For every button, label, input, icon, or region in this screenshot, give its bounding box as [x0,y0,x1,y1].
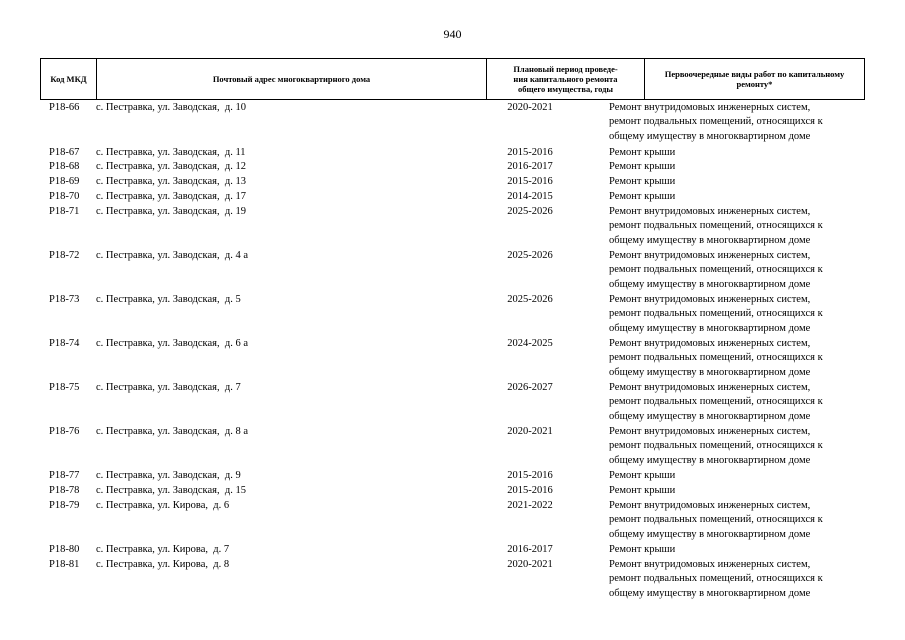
row-works: Ремонт внутридомовых инженерных систем, ремонт подвальных помещений, относящихся к общему имуществу в многоквартирном доме [609,338,823,378]
row-works: Ремонт крыши [609,544,676,555]
row-works: Ремонт крыши [609,470,676,481]
row-code: Р18-79 [49,500,80,511]
row-period: 2014-2015 [507,191,553,202]
row-code: Р18-81 [49,559,80,570]
row-address: с. Пестравка, ул. Заводская, д. 15 [96,485,246,496]
row-period: 2026-2027 [507,382,553,393]
row-period: 2016-2017 [507,161,553,172]
row-address: с. Пестравка, ул. Заводская, д. 6 а [96,338,248,349]
row-works: Ремонт крыши [609,191,676,202]
row-address: с. Пестравка, ул. Заводская, д. 19 [96,206,246,217]
row-code: Р18-73 [49,294,80,305]
header-address: Почтовый адрес многоквартирного дома [212,74,371,84]
row-code: Р18-77 [49,470,80,481]
row-code: Р18-72 [49,250,80,261]
header-works: Первоочередные виды работ по капитальному ремонту* [664,69,845,89]
row-period: 2015-2016 [507,176,553,187]
row-code: Р18-80 [49,544,80,555]
row-works: Ремонт внутридомовых инженерных систем, ремонт подвальных помещений, относящихся к общему имуществу в многоквартирном доме [609,500,823,540]
row-works: Ремонт внутридомовых инженерных систем, ремонт подвальных помещений, относящихся к общему имуществу в многоквартирном доме [609,102,823,142]
row-period: 2024-2025 [507,338,553,349]
row-address: с. Пестравка, ул. Заводская, д. 5 [96,294,241,305]
row-period: 2021-2022 [507,500,553,511]
row-address: с. Пестравка, ул. Заводская, д. 17 [96,191,246,202]
row-works: Ремонт крыши [609,176,676,187]
row-address: с. Пестравка, ул. Заводская, д. 10 [96,102,246,113]
row-code: Р18-67 [49,147,80,158]
row-period: 2015-2016 [507,485,553,496]
header-code: Код МКД [50,74,87,84]
table-header [40,58,865,100]
row-code: Р18-71 [49,206,80,217]
row-code: Р18-66 [49,102,80,113]
row-code: Р18-68 [49,161,80,172]
row-works: Ремонт крыши [609,161,676,172]
row-code: Р18-70 [49,191,80,202]
row-period: 2025-2026 [507,294,553,305]
row-works: Ремонт внутридомовых инженерных систем, ремонт подвальных помещений, относящихся к общему имуществу в многоквартирном доме [609,206,823,246]
row-address: с. Пестравка, ул. Кирова, д. 7 [96,544,230,555]
row-address: с. Пестравка, ул. Кирова, д. 6 [96,500,230,511]
row-period: 2025-2026 [507,250,553,261]
row-works: Ремонт внутридомовых инженерных систем, ремонт подвальных помещений, относящихся к общему имуществу в многоквартирном доме [609,294,823,334]
row-code: Р18-74 [49,338,80,349]
row-address: с. Пестравка, ул. Заводская, д. 4 а [96,250,248,261]
row-works: Ремонт внутридомовых инженерных систем, ремонт подвальных помещений, относящихся к общему имуществу в многоквартирном доме [609,426,823,466]
row-works: Ремонт крыши [609,147,676,158]
row-period: 2020-2021 [507,102,553,113]
row-address: с. Пестравка, ул. Заводская, д. 9 [96,470,241,481]
row-code: Р18-75 [49,382,80,393]
row-code: Р18-78 [49,485,80,496]
row-works: Ремонт крыши [609,485,676,496]
row-period: 2016-2017 [507,544,553,555]
row-address: с. Пестравка, ул. Заводская, д. 7 [96,382,241,393]
row-address: с. Пестравка, ул. Заводская, д. 11 [96,147,246,158]
row-works: Ремонт внутридомовых инженерных систем, ремонт подвальных помещений, относящихся к общему имуществу в многоквартирном доме [609,382,823,422]
row-code: Р18-69 [49,176,80,187]
row-period: 2020-2021 [507,559,553,570]
row-period: 2020-2021 [507,426,553,437]
row-address: с. Пестравка, ул. Заводская, д. 13 [96,176,246,187]
row-address: с. Пестравка, ул. Кирова, д. 8 [96,559,230,570]
row-works: Ремонт внутридомовых инженерных систем, ремонт подвальных помещений, относящихся к общему имуществу в многоквартирном доме [609,559,823,599]
row-address: с. Пестравка, ул. Заводская, д. 12 [96,161,246,172]
page-number: 940 [443,27,462,41]
row-period: 2025-2026 [507,206,553,217]
row-code: Р18-76 [49,426,80,437]
row-works: Ремонт внутридомовых инженерных систем, ремонт подвальных помещений, относящихся к общему имуществу в многоквартирном доме [609,250,823,290]
row-period: 2015-2016 [507,470,553,481]
row-address: с. Пестравка, ул. Заводская, д. 8 а [96,426,248,437]
row-period: 2015-2016 [507,147,553,158]
header-period: Плановый период проведе- ния капитального ремонта общего имущества, годы [513,64,618,94]
